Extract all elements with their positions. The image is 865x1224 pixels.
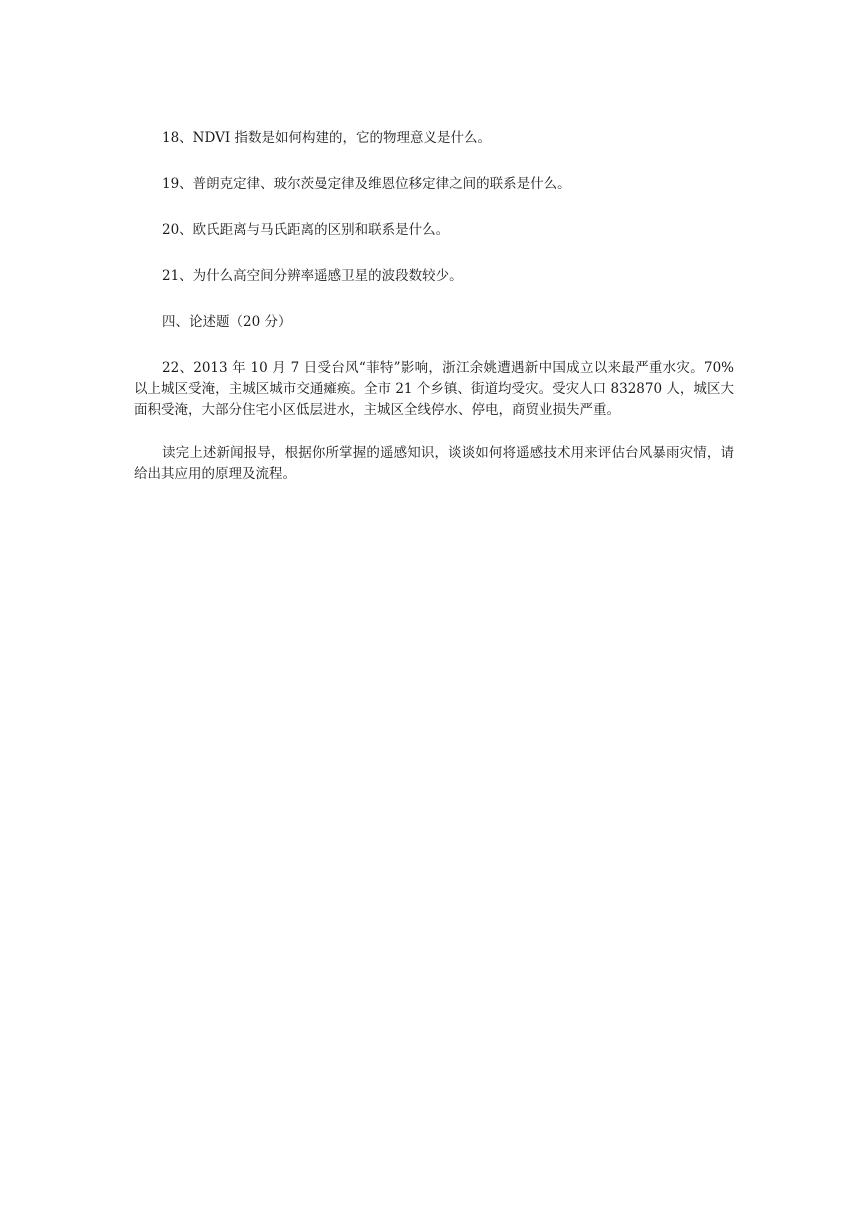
document-content — [134, 128, 734, 485]
question-19: 19、普朗克定律、玻尔茨曼定律及维恩位移定律之间的联系是什么。 — [162, 176, 571, 192]
question-21: 21、为什么高空间分辨率遥感卫星的波段数较少。 — [162, 268, 463, 284]
section-heading-essay: 四、论述题（20 分） — [162, 314, 292, 330]
question-22-prompt: 读完上述新闻报导，根据你所掌握的遥感知识，谈谈如何将遥感技术用来评估台风暴雨灾情，请给出其应用的原理及流程。 — [134, 445, 734, 482]
question-22-news: 22、2013 年 10 月 7 日受台风“菲特”影响，浙江余姚遭遇新中国成立以来最严重水灾。70%以上城区受淹，主城区城市交通瘫痪。全市 21 个乡镇、街道均受灾。受灾人口 832870 人，城区大面积受淹，大部分住宅小区低层进水，主城区全线停水、停电，商贸业损失严重。 — [134, 360, 734, 418]
question-18: 18、NDVI 指数是如何构建的，它的物理意义是什么。 — [162, 130, 491, 146]
question-20: 20、欧氏距离与马氏距离的区别和联系是什么。 — [162, 222, 450, 238]
